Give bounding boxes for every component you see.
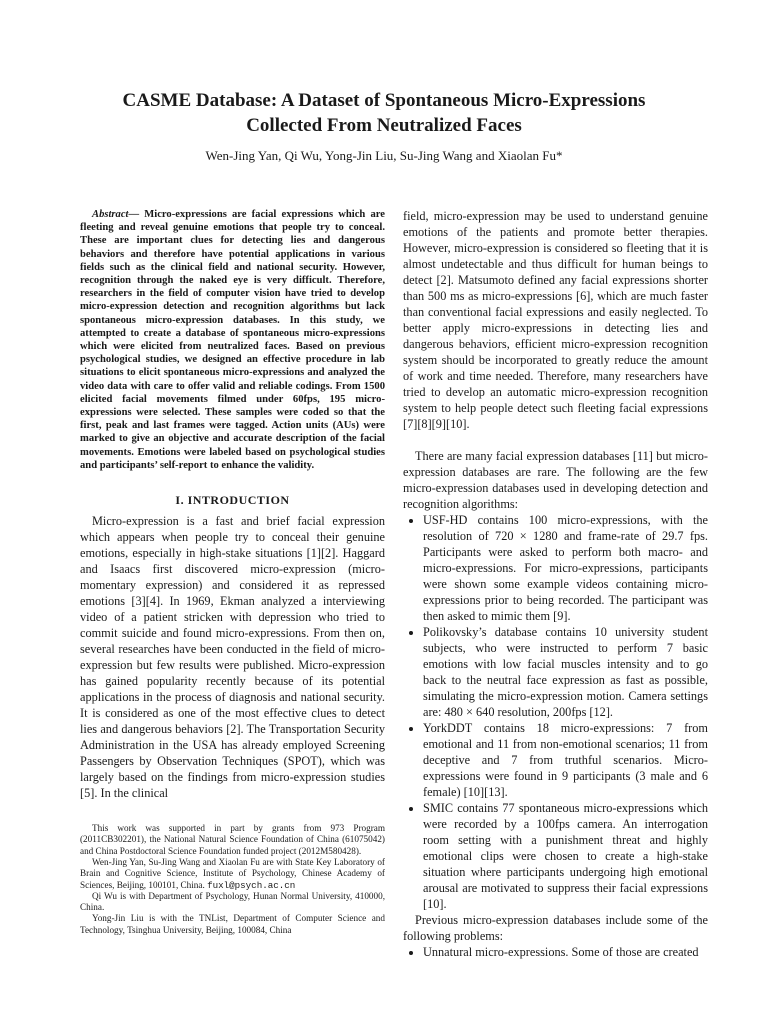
abstract: [80, 208, 385, 472]
footnote-affiliation-1: [80, 857, 385, 891]
author-list: Wen-Jing Yan, Qi Wu, Yong-Jin Liu, Su-Jing Wang and Xiaolan Fu*: [205, 148, 563, 163]
database-list: [403, 512, 708, 912]
problems-list: [403, 944, 708, 960]
footnote-funding: This work was supported in part by grants from 973 Program (2011CB302201), the National Natural Science Foundation of China (61075042) and China Postdoctoral Science Foundation funded project (2012M580428).: [80, 823, 385, 856]
list-item-unnatural: • Unnatural micro-expressions. Some of those are created: [423, 944, 708, 960]
footnote-affiliation-2: Qi Wu is with Department of Psychology, Hunan Normal University, 410000, China.: [80, 890, 385, 913]
title-line-2: Collected From Neutralized Faces: [246, 115, 522, 136]
list-item-usf-hd: • USF-HD contains 100 micro-expressions, with the resolution of 720 × 1280 and frame-rate of 29.7 fps. Participants were asked to perform both macro- and micro-expressions. For micro-expressions, participants were shown some example videos containing micro-expressions prior to being recorded. The participant was then asked to mimic them [9].: [423, 512, 708, 624]
footnotes: [80, 823, 385, 936]
section-heading-introduction: I. INTRODUCTION: [175, 493, 290, 508]
abstract-text: Micro-expressions are facial expressions which are fleeting and reveal genuine emotions that people try to conceal. These are important clues for detecting lies and dangerous behaviors and therefore have potential applications in various fields such as the clinical field and national security. However, recognition through the naked eye is very difficult. Therefore, researchers in the field of computer vision have tried to develop micro-expression detection and recognition algorithms but lack spontaneous micro-expression databases. In this study, we attempted to create a database of spontaneous micro-expressions which were elicited from neutralized faces. Based on previous psychological studies, we designed an effective procedure in lab situations to elicit spontaneous micro-expressions and analyzed the video data with care to offer valid and reliable codings. From 1500 elicited facial movements filmed under 60fps, 195 micro-expressions were selected. These samples were coded so that the first, peak and last frames were tagged. Action units (AUs) were marked to give an objective and accurate description of the facial movements. Emotions were labeled based on psychological studies and participants’ self-report to enhance the validity.: [80, 209, 385, 471]
abstract-dash: —: [128, 209, 145, 220]
contact-email: fuxl@psych.ac.cn: [207, 879, 296, 891]
intro-paragraph-2: There are many facial expression databases [11] but micro-expression databases are rare. The following are the few micro-expression databases used in developing detection and recognition algorithms:: [403, 449, 708, 511]
intro-paragraph-3: Previous micro-expression databases include some of the following problems:: [403, 913, 708, 943]
left-column: [80, 208, 385, 936]
footnote-affiliation-3: Yong-Jin Liu is with the TNList, Department of Computer Science and Technology, Tsinghua University, Beijing, 100084, China: [80, 913, 385, 935]
paper-title: [60, 88, 708, 138]
list-item-polikovsky: • Polikovsky’s database contains 10 university student subjects, who were instructed to perform 7 basic emotions with low facial muscles intensity and to go back to the neutral face expression as fast as possible, simulating the micro-expression motion. Camera settings are: 480 × 640 resolution, 200fps [12].: [423, 624, 708, 720]
title-line-1: CASME Database: A Dataset of Spontaneous Micro-Expressions: [122, 90, 646, 111]
abstract-label: Abstract: [92, 209, 129, 220]
intro-paragraph-1-continued: field, micro-expression may be used to understand genuine emotions of the patients and promote better therapies. However, micro-expression is considered so fleeting that it is almost undetectable and thus difficult for human beings to detect [2]. Matsumoto defined any facial expressions shorter than 500 ms as micro-expressions [6], which are much faster than conventional facial expressions and easily neglected. To better apply micro-expressions in detecting lies and dangerous behaviors, efficient micro-expression recognition system should be incorporated to greatly reduce the amount of work and time needed. Therefore, many researchers have tried to develop an automatic micro-expression recognition system to help people detect such fleeting facial expressions [7][8][9][10].: [403, 209, 708, 431]
footnote-affiliation-1-text: Wen-Jing Yan, Su-Jing Wang and Xiaolan Fu are with State Key Laboratory of Brain and Cognitive Science, Institute of Psychology, Chinese Academy of Sciences, Beijing, 100101, China.: [80, 856, 385, 890]
intro-paragraph-1: Micro-expression is a fast and brief facial expression which appears when people try to conceal their genuine emotions, especially in high-stake situations [1][2]. Haggard and Isaacs first discovered micro-expression (micro-momentary expression) and considered it as repressed emotions [3][4]. In 1969, Ekman analyzed a interviewing video of a patient stricken with depression who tried to commit suicide and found micro-expressions. From then on, several researches have been conducted in the field of micro-expression but few results were published. Micro-expression has gained popularity recently because of its potential applications in the process of diagnosis and national security. It is considered as one of the most effective clues to detect lies and dangerous behaviors [2]. The Transportation Security Administration in the USA has already employed Screening Passengers by Observation Techniques (SPOT), which was largely based on the findings from micro-expression studies [5]. In the clinical: [80, 514, 385, 801]
list-item-smic: • SMIC contains 77 spontaneous micro-expressions which were recorded by a 100fps camera. An interrogation room setting with a punishment threat and highly emotional clips were chosen to create a high-stake situation where participants undergoing high emotional arousal are motivated to suppress their facial expressions [10].: [423, 800, 708, 912]
right-column: [403, 208, 708, 960]
list-item-yorkddt: • YorkDDT contains 18 micro-expressions: 7 from emotional and 11 from non-emotional scenarios; 11 from deceptive and 7 from truthful scenarios. Micro-expressions were found in 9 participants (3 male and 6 female) [10][13].: [423, 720, 708, 800]
